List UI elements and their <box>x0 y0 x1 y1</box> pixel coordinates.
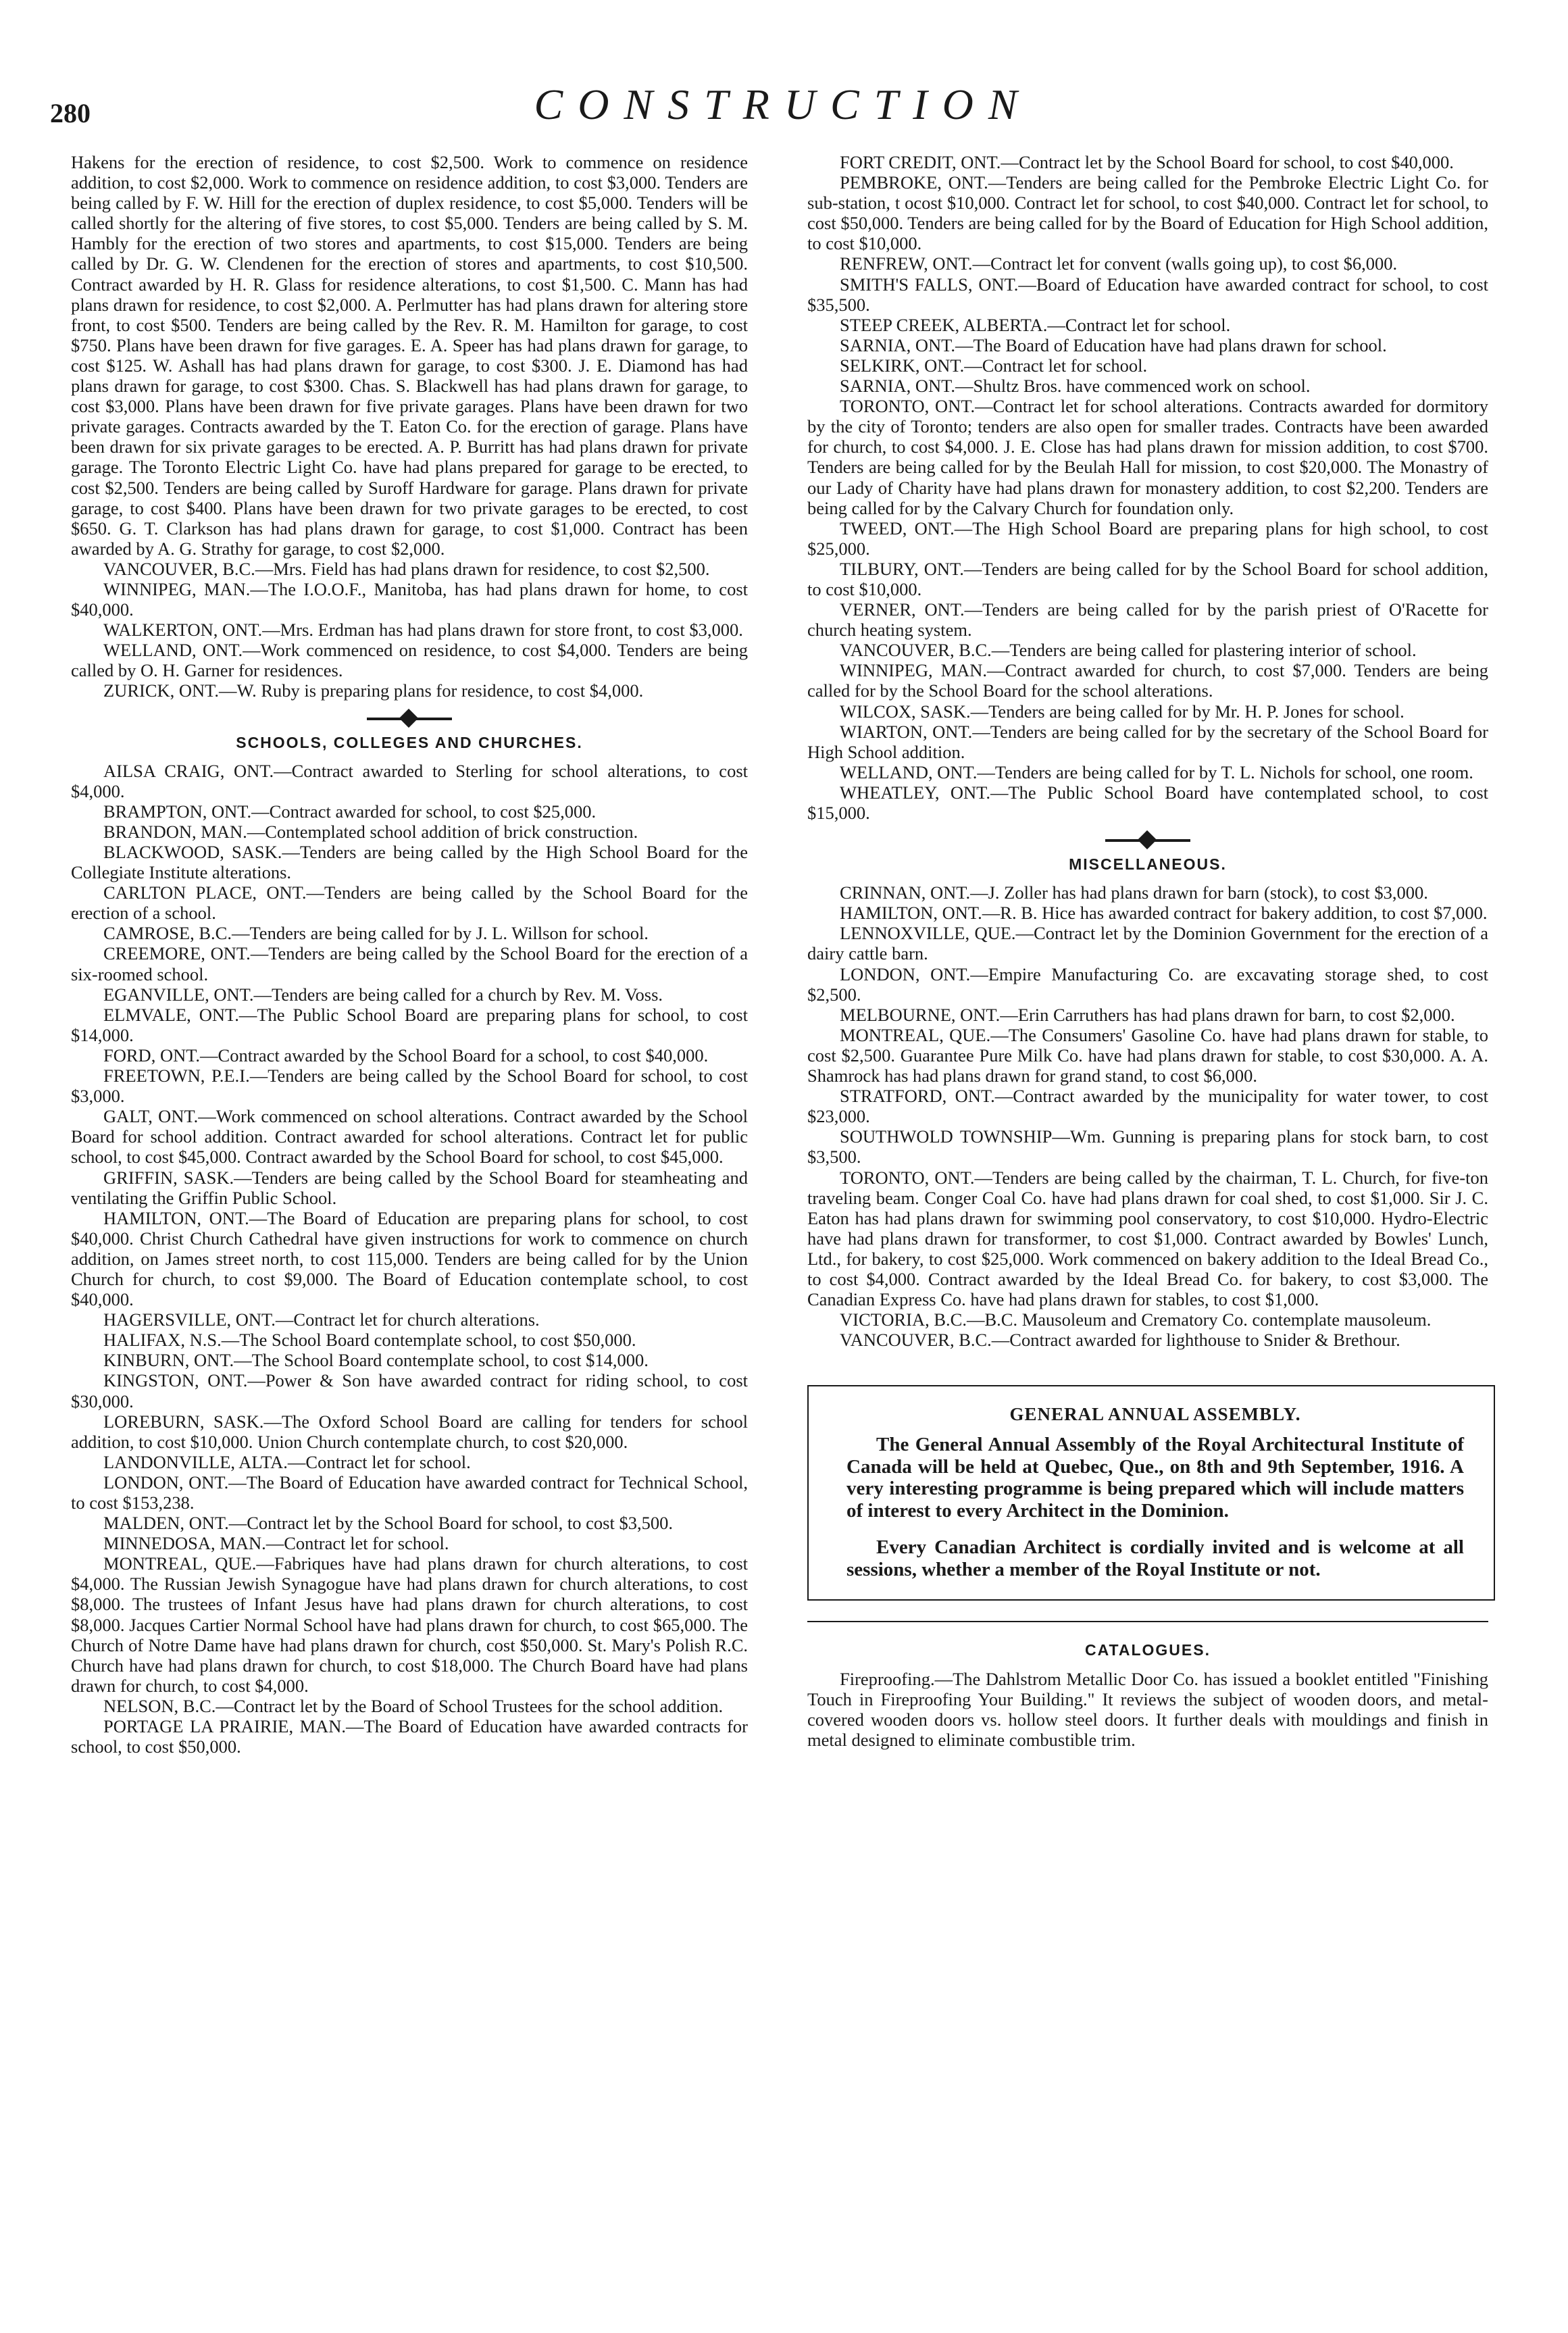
section-ornament <box>71 709 748 732</box>
body-paragraph: CAMROSE, B.C.—Tenders are being called for by J. L. Willson for school. <box>103 923 649 944</box>
body-paragraph: CRINNAN, ONT.—J. Zoller has had plans drawn for barn (stock), to cost $3,000. <box>840 882 1428 903</box>
body-paragraph: PEMBROKE, ONT.—Tenders are being called for the Pembroke Electric Light Co. for sub-station, t ocost $10,000. Contract let for school, to cost $40,000. Contract let for school, to cost $50,000. Tenders are being called for by the Board of Education for High School addition, to cost $10,000. <box>807 172 1488 254</box>
body-paragraph: WHEATLEY, ONT.—The Public School Board have contemplated school, to cost $15,000. <box>807 782 1488 823</box>
body-paragraph: BRAMPTON, ONT.—Contract awarded for school, to cost $25,000. <box>103 801 597 822</box>
body-paragraph: GRIFFIN, SASK.—Tenders are being called by the School Board for steamheating and ventilating the Griffin Public School. <box>71 1167 748 1208</box>
body-paragraph: MINNEDOSA, MAN.—Contract let for school. <box>103 1533 449 1554</box>
body-paragraph: VANCOUVER, B.C.—Tenders are being called for plastering interior of school. <box>840 640 1417 661</box>
body-paragraph: HAGERSVILLE, ONT.—Contract let for church alterations. <box>103 1309 540 1330</box>
body-paragraph: LENNOXVILLE, QUE.—Contract let by the Dominion Government for the erection of a dairy cattle barn. <box>807 923 1488 964</box>
body-paragraph: NELSON, B.C.—Contract let by the Board of School Trustees for the school addition. <box>103 1695 724 1716</box>
body-paragraph: TWEED, ONT.—The High School Board are preparing plans for high school, to cost $25,000. <box>807 518 1488 559</box>
body-paragraph: WILCOX, SASK.—Tenders are being called for by Mr. H. P. Jones for school. <box>840 701 1405 722</box>
notice-paragraph: Every Canadian Architect is cordially invited and is welcome at all sessions, whether a member of the Royal Institute or not. <box>846 1536 1464 1580</box>
body-paragraph: WELLAND, ONT.—Work commenced on residence, to cost $4,000. Tenders are being called by O. H. Garner for residences. <box>71 640 748 681</box>
body-paragraph: TORONTO, ONT.—Tenders are being called by the chairman, T. L. Church, for five-ton traveling beam. Conger Coal Co. have had plans drawn for coal shed, to cost $1,000. Sir J. C. Eaton has had plans drawn for swimming pool conservatory, to cost $10,000. Hydro-Electric have had plans drawn for transformer, to cost $1,000. Contract awarded by Bowles' Lunch, Ltd., for bakery, to cost $25,000. Work commenced on bakery addition to the Ideal Bread Co., to cost $4,000. Contract awarded by the Ideal Bread Co. for bakery, to cost $3,000. The Canadian Express Co. have had plans drawn for stables, to cost $1,000. <box>807 1167 1488 1310</box>
body-paragraph: PORTAGE LA PRAIRIE, MAN.—The Board of Education have awarded contracts for school, to cost $50,000. <box>71 1716 748 1757</box>
body-paragraph: EGANVILLE, ONT.—Tenders are being called for a church by Rev. M. Voss. <box>103 984 663 1005</box>
body-paragraph: WINNIPEG, MAN.—The I.O.O.F., Manitoba, has had plans drawn for home, to cost $40,000. <box>71 578 748 620</box>
body-paragraph: VICTORIA, B.C.—B.C. Mausoleum and Crematory Co. contemplate mausoleum. <box>840 1309 1432 1330</box>
body-paragraph: VANCOUVER, B.C.—Contract awarded for lighthouse to Snider & Brethour. <box>840 1330 1400 1351</box>
left-schools-list <box>71 761 748 1757</box>
body-paragraph: STEEP CREEK, ALBERTA.—Contract let for school. <box>840 314 1231 335</box>
notice-paragraph: The General Annual Assembly of the Royal Architectural Institute of Canada will be held at Quebec, Que., on 8th and 9th September, 1916. A very interesting programme is being prepared which will include matters of interest to every Architect in the Dominion. <box>846 1434 1464 1522</box>
body-paragraph: RENFREW, ONT.—Contract let for convent (walls going up), to cost $6,000. <box>840 253 1398 274</box>
section-heading-miscellaneous: MISCELLANEOUS. <box>1069 855 1227 874</box>
body-paragraph: BLACKWOOD, SASK.—Tenders are being called by the High School Board for the Collegiate Institute alterations. <box>71 842 748 883</box>
body-paragraph: LONDON, ONT.—Empire Manufacturing Co. are excavating storage shed, to cost $2,500. <box>807 963 1488 1005</box>
left-column <box>71 152 748 1757</box>
body-paragraph: SARNIA, ONT.—Shultz Bros. have commenced work on school. <box>840 376 1311 397</box>
body-paragraph: GALT, ONT.—Work commenced on school alterations. Contract awarded by the School Board for school addition. Contract awarded for school alterations. Contract let for public school, to cost $45,000. Contract awarded by the School Board for school, to cost $45,000. <box>71 1106 748 1168</box>
body-paragraph: FORD, ONT.—Contract awarded by the School Board for a school, to cost $40,000. <box>103 1045 709 1065</box>
body-paragraph: HAMILTON, ONT.—The Board of Education are preparing plans for school, to cost $40,000. Christ Church Cathedral have given instructions for work to commence on church addition, on James street north, to cost 115,000. Tenders are being called for by the Union Church for church, to cost $9,000. The Board of Education contemplate school, to cost $40,000. <box>71 1207 748 1310</box>
left-lead-list <box>71 152 748 701</box>
body-paragraph: MALDEN, ONT.—Contract let by the School Board for school, to cost $3,500. <box>103 1513 673 1534</box>
body-paragraph: FREETOWN, P.E.I.—Tenders are being called by the School Board for school, to cost $3,000. <box>71 1065 748 1107</box>
divider-rule <box>807 1621 1488 1622</box>
body-paragraph: LOREBURN, SASK.—The Oxford School Board are calling for tenders for school addition, to cost $10,000. Union Church contemplate church, to cost $20,000. <box>71 1411 748 1452</box>
body-paragraph: TORONTO, ONT.—Contract let for school alterations. Contracts awarded for dormitory by the city of Toronto; tenders are also open for smaller trades. Contracts have been awarded for church, to cost $4,000. J. E. Close has had plans drawn for mission addition, to cost $700. Tenders are being called for by the Beulah Hall for mission, to cost $20,000. The Monastry of our Lady of Charity have had plans drawn for monastery addition, to cost $2,200. Tenders are being called for by the Calvary Church for foundation only. <box>807 396 1488 518</box>
body-paragraph: HAMILTON, ONT.—R. B. Hice has awarded contract for bakery addition, to cost $7,000. <box>840 903 1488 924</box>
body-paragraph: KINBURN, ONT.—The School Board contemplate school, to cost $14,000. <box>103 1350 649 1371</box>
body-paragraph: HALIFAX, N.S.—The School Board contemplate school, to cost $50,000. <box>103 1330 636 1351</box>
body-paragraph: WIARTON, ONT.—Tenders are being called for by the secretary of the School Board for High School addition. <box>807 721 1488 762</box>
running-head: CONSTRUCTION <box>534 80 1032 128</box>
body-paragraph: SOUTHWOLD TOWNSHIP—Wm. Gunning is preparing plans for stock barn, to cost $3,500. <box>807 1126 1488 1168</box>
body-paragraph: ELMVALE, ONT.—The Public School Board are preparing plans for school, to cost $14,000. <box>71 1004 748 1045</box>
body-paragraph: SMITH'S FALLS, ONT.—Board of Education have awarded contract for school, to cost $35,500. <box>807 274 1488 315</box>
section-heading-schools: SCHOOLS, COLLEGES AND CHURCHES. <box>236 733 583 751</box>
body-paragraph: TILBURY, ONT.—Tenders are being called for by the School Board for school addition, to cost $10,000. <box>807 558 1488 599</box>
body-paragraph: FORT CREDIT, ONT.—Contract let by the School Board for school, to cost $40,000. <box>840 152 1454 172</box>
misc-list <box>807 882 1488 1350</box>
body-paragraph: WINNIPEG, MAN.—Contract awarded for church, to cost $7,000. Tenders are being called for by the School Board for the school alterations. <box>807 660 1488 701</box>
notice-title: GENERAL ANNUAL ASSEMBLY. <box>1009 1404 1301 1425</box>
section-heading-catalogues: CATALOGUES. <box>1085 1641 1211 1659</box>
body-paragraph: MELBOURNE, ONT.—Erin Carruthers has had plans drawn for barn, to cost $2,000. <box>840 1004 1455 1025</box>
body-paragraph: WALKERTON, ONT.—Mrs. Erdman has had plans drawn for store front, to cost $3,000. <box>103 620 743 641</box>
right-schools-list <box>807 152 1488 823</box>
notice-box <box>807 1385 1495 1601</box>
body-paragraph: WELLAND, ONT.—Tenders are being called for by T. L. Nichols for school, one room. <box>840 761 1473 782</box>
page-number: 280 <box>50 98 91 128</box>
body-paragraph: Fireproofing.—The Dahlstrom Metallic Door Co. has issued a booklet entitled "Finishing Touch in Fireproofing Your Building." It reviews the subject of wooden doors, and metal-covered wooden doors vs. hollow steel doors. It further deals with mouldings and finish in metal designed to eliminate combustible trim. <box>807 1668 1488 1750</box>
body-paragraph: MONTREAL, QUE.—Fabriques have had plans drawn for church alterations, to cost $4,000. The Russian Jewish Synagogue have had plans drawn for church alterations, to cost $8,000. The trustees of Infant Jesus have had plans drawn for church alterations, to cost $8,000. Jacques Cartier Normal School have had plans drawn for church, to cost $65,000. The Church of Notre Dame have had plans drawn for church, cost $50,000. St. Mary's Polish R.C. Church have had plans drawn for church, to cost $18,000. The Church Board have had plans drawn for church, to cost $4,000. <box>71 1553 748 1696</box>
body-paragraph: KINGSTON, ONT.—Power & Son have awarded contract for riding school, to cost $30,000. <box>71 1370 748 1411</box>
body-paragraph: MONTREAL, QUE.—The Consumers' Gasoline Co. have had plans drawn for stable, to cost $2,500. Guarantee Pure Milk Co. have had plans drawn for stable, to cost $30,000. A. A. Shamrock has had plans drawn for grand stand, to cost $6,000. <box>807 1024 1488 1086</box>
body-paragraph: SELKIRK, ONT.—Contract let for school. <box>840 355 1148 376</box>
page-header <box>50 80 1516 141</box>
body-paragraph: LANDONVILLE, ALTA.—Contract let for school. <box>103 1451 471 1472</box>
ornament-rule <box>1105 839 1190 842</box>
body-paragraph: VERNER, ONT.—Tenders are being called for by the parish priest of O'Racette for church heating system. <box>807 599 1488 641</box>
body-paragraph: BRANDON, MAN.—Contemplated school addition of brick construction. <box>103 821 638 842</box>
body-paragraph: VANCOUVER, B.C.—Mrs. Field has had plans drawn for residence, to cost $2,500. <box>103 558 710 579</box>
body-paragraph: SARNIA, ONT.—The Board of Education have had plans drawn for school. <box>840 334 1387 355</box>
ornament-rule <box>367 718 452 720</box>
body-paragraph: STRATFORD, ONT.—Contract awarded by the municipality for water tower, to cost $23,000. <box>807 1086 1488 1127</box>
body-paragraph: ZURICK, ONT.—W. Ruby is preparing plans for residence, to cost $4,000. <box>103 680 644 701</box>
right-column <box>807 152 1488 1750</box>
body-paragraph: LONDON, ONT.—The Board of Education have awarded contract for Technical School, to cost $153,238. <box>71 1472 748 1513</box>
body-paragraph: CREEMORE, ONT.—Tenders are being called by the School Board for the erection of a six-roomed school. <box>71 943 748 984</box>
body-paragraph: AILSA CRAIG, ONT.—Contract awarded to Sterling for school alterations, to cost $4,000. <box>71 760 748 801</box>
body-paragraph: CARLTON PLACE, ONT.—Tenders are being called by the School Board for the erection of a school. <box>71 882 748 924</box>
section-ornament <box>807 831 1488 854</box>
body-paragraph: Hakens for the erection of residence, to cost $2,500. Work to commence on residence addition, to cost $2,000. Work to commence on residence addition, to cost $3,000. Tenders are being called by F. W. Hill for the erection of duplex residence, to cost $5,000. Tenders will be called shortly for the altering of five stores, to cost $5,000. Tenders are being called by S. M. Hambly for the erection of two stores and apartments, to cost $15,000. Tenders are being called by Dr. G. W. Clendenen for the erection of stores and apartments, to cost $10,500. Contract awarded by H. R. Glass for residence alterations, to cost $1,500. C. Mann has had plans drawn for residence, to cost $2,000. A. Perlmutter has had plans drawn for altering store front, to cost $500. Tenders are being called by the Rev. R. M. Hamilton for garage, to cost $750. Plans have been drawn for five garages. E. A. Speer has had plans drawn for garage, to cost $125. W. Ashall has had plans drawn for garage, to cost $300. J. E. Diamond has had plans drawn for garage, to cost $300. Chas. S. Blackwell has had plans drawn for garage, to cost $3,000. Plans have been drawn for five private garages. Plans have been drawn for two private garages. Contracts awarded by the T. Eaton Co. for the erection of garage. Plans have been drawn for six private garages to be erected. A. P. Burritt has had plans drawn for private garage. The Toronto Electric Light Co. have had plans prepared for garage to be erected, to cost $2,500. Tenders are being called by Suroff Hardware for garage. Plans drawn for private garage, to cost $400. Plans have been drawn for two private garages to be erected, to cost $650. G. T. Clarkson has had plans drawn for garage, to cost $1,000. Contract has been awarded by A. G. Strathy for garage, to cost $2,000. <box>71 152 748 559</box>
